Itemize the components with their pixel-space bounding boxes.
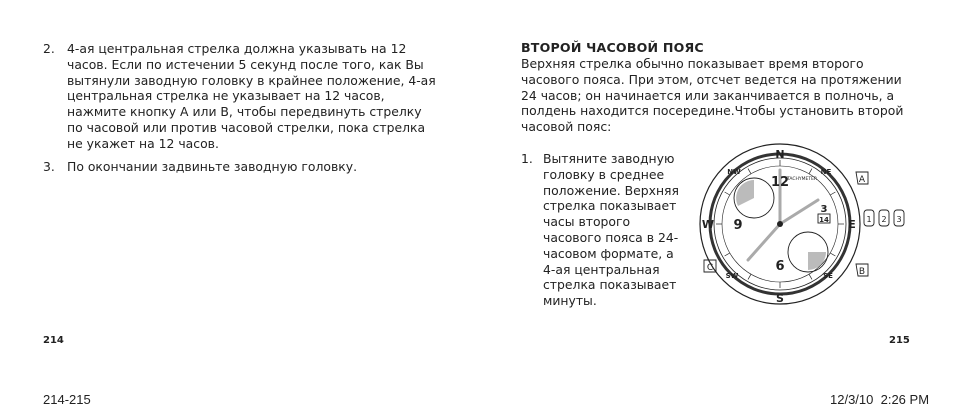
numeral-twelve: 12 (770, 175, 790, 190)
page-number-left: 214 (43, 335, 64, 346)
compass-e: E (848, 218, 856, 231)
item-text: По окончании задвиньте заводную головку. (67, 158, 358, 174)
section-paragraph: Верхняя стрелка обычно показывает время второго часового пояса. При этом, отсчет ведется на протяжении 24 часов; он начинается или заканчивается в полночь, а полдень находится посередине.Чтобы установить второй часовой пояс: (521, 56, 904, 135)
numeral-three: 3 (820, 204, 828, 215)
numeral-six: 6 (775, 259, 785, 274)
footer-time-value: 2:26 PM (880, 392, 930, 407)
compass-nw: NW (727, 168, 741, 176)
button-a-label: A (858, 175, 866, 185)
numeral-nine: 9 (733, 218, 743, 233)
crown-label-1: 1 (866, 215, 872, 224)
button-c-label: C (706, 263, 714, 273)
item-number: 1. (521, 151, 533, 166)
item-text: Вытяните заводную головку в среднее положение. Верхняя стрелка показывает часы второго часового пояса в 24-часовом формате, а 4-ая центральная стрелка показывает минуты. (543, 151, 679, 309)
compass-ne: NE (820, 168, 832, 176)
button-b-label: B (858, 267, 866, 277)
footer-date (830, 392, 929, 407)
compass-s: S (776, 292, 784, 305)
list-item (521, 151, 686, 309)
page-number-right: 215 (889, 335, 910, 346)
compass-sw: SW (725, 272, 739, 280)
crown-label-2: 2 (881, 215, 887, 224)
watch-diagram (698, 140, 912, 308)
section-heading: ВТОРОЙ ЧАСОВОЙ ПОЯС (521, 40, 704, 55)
instruction-list (43, 41, 438, 174)
compass-se: SE (823, 272, 833, 280)
compass-n: N (775, 148, 785, 161)
item-number: 3. (43, 158, 55, 174)
crown-label-3: 3 (896, 215, 902, 224)
footer-date-value: 12/3/10 (830, 392, 874, 407)
compass-w: W (701, 218, 715, 231)
item-number: 2. (43, 41, 55, 56)
date-value: 14 (819, 216, 829, 224)
tachymeter-label: TACHYMETER (786, 177, 818, 182)
list-item (43, 159, 438, 175)
item-text: 4-ая центральная стрелка должна указывать на 12 часов. Если по истечении 5 секунд после того, как Вы вытянули заводную головку в крайнее положение, 4-ая центральная стрелка не указывает на 12 часов, нажмите кнопку A или B, чтобы передвинуть стрелку по часовой или против часовой стрелки, пока стрелка не укажет на 12 часов. (67, 41, 436, 151)
footer-pages: 214-215 (43, 392, 91, 407)
list-item (43, 41, 438, 152)
